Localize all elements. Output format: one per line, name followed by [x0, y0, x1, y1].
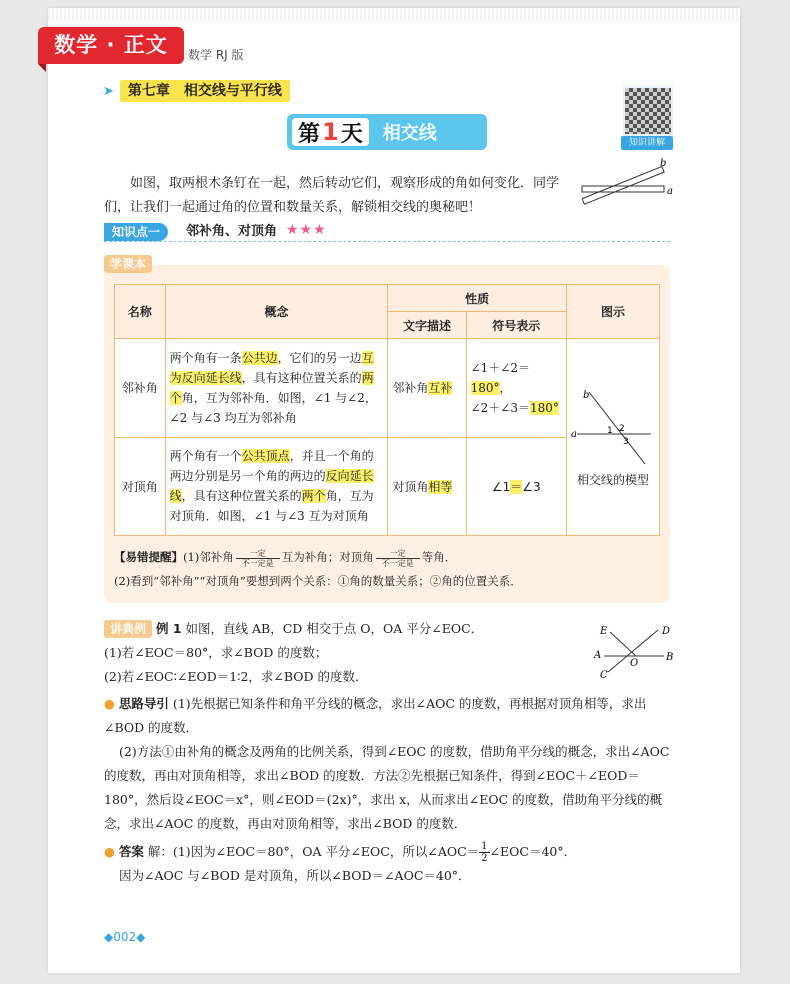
top-stripe — [48, 8, 740, 22]
row-desc: 邻补角互补 — [388, 339, 466, 438]
guide-p1: ● 思路导引 (1)先根据已知条件和角平分线的概念，求出∠AOC 的度数，再根据对顶角相等，求出∠BOD 的度数． — [104, 696, 647, 735]
subject-tab: 数学 · 正文 — [38, 27, 184, 64]
tips-line-2: (2)看到“邻补角”“对顶角”要想到两个关系：①角的数量关系；②角的位置关系． — [114, 574, 522, 588]
error-tips — [114, 545, 660, 593]
diamond-icon: ◆ — [136, 930, 146, 944]
tips-label: 【易错提醒】 — [114, 550, 183, 564]
answer-label: 答案 — [118, 844, 144, 859]
fraction: $\frac{1}{2}$ — [481, 841, 488, 864]
intro-fig-label-a: a — [667, 186, 673, 197]
guide-label: 思路导引 — [118, 696, 169, 711]
knowledge-point-tag: 知识点一 — [104, 223, 168, 241]
answer-p1: ● 答案 解：(1)因为∠EOC＝80°，OA 平分∠EOC，所以∠AOC＝ $\frac{1}{2}$ ∠EOC＝40°． — [104, 841, 577, 864]
qr-label: 知识讲解 — [621, 136, 673, 150]
chevron-right-icon: ➤ — [103, 83, 114, 99]
tips-line-1: 【易错提醒】(1)邻补角 $\frac{\text{一定}}{\text{不一定是}}$ 互为补角；对顶角 $\frac{\text{一定}}{\text{不一定是}}$ 等角． — [114, 548, 457, 568]
intro-paragraph: 如图，取两根木条钉在一起，然后转动它们，观察形成的角如何变化．同学们，让我们一起通过角的位置和数量关系，解锁相交线的奥秘吧！ — [104, 176, 560, 215]
example-tag: 讲典例 — [104, 620, 152, 638]
table-row — [115, 339, 660, 438]
row-name: 邻补角 — [115, 339, 166, 438]
svg-text:2: 2 — [618, 424, 625, 434]
solution-block — [104, 692, 676, 888]
guide-p2: (2)方法①由补角的概念及两角的比例关系，得到∠EOC 的度数，借助角平分线的概念，求出∠AOC 的度数，再由对顶角相等，求出∠BOD 的度数．方法②先根据已知条件，得到∠EOC＋∠EOD＝180°，然后设∠EOC＝x°，则∠EOD＝(2x)°，求出 x，从而求出∠EOC 的度数，借助角平分线的概念，求出∠AOC 的度数，再由对顶角相等，求出∠BOD 的度数． — [104, 744, 670, 831]
book-version: 数学 RJ 版 — [188, 48, 244, 62]
day-number-box — [292, 118, 369, 146]
day-prefix: 第 — [298, 121, 321, 147]
svg-text:C: C — [600, 670, 608, 680]
th-symbol: 符号表示 — [466, 312, 566, 339]
svg-text:O: O — [630, 658, 639, 669]
knowledge-point-title: 邻补角、对顶角 — [186, 224, 278, 239]
th-figure: 图示 — [566, 285, 659, 339]
th-property: 性质 — [388, 285, 567, 312]
svg-text:b: b — [582, 390, 590, 401]
page-number: ◆002◆ — [104, 930, 146, 944]
day-banner — [287, 114, 487, 150]
day-suffix: 天 — [340, 121, 363, 147]
intro-fig-label-b: b — [660, 158, 667, 169]
svg-text:A: A — [594, 650, 602, 661]
bullet-icon: ● — [104, 844, 115, 859]
svg-text:E: E — [600, 626, 608, 637]
row-symbol: ∠1＋∠2＝180°， ∠2＋∠3＝180° — [466, 339, 566, 438]
example-q1: (1)若∠EOC＝80°，求∠BOD 的度数； — [104, 645, 328, 660]
condition-arrow: $\frac{\text{一定}}{\text{不一定是}}$ — [236, 549, 280, 568]
example-stem: 如图，直线 AB，CD 相交于点 O，OA 平分∠EOC． — [185, 621, 484, 636]
day-title: 相交线 — [382, 123, 437, 144]
svg-text:B: B — [666, 652, 674, 663]
th-concept: 概念 — [165, 285, 388, 339]
example-figure — [592, 622, 676, 680]
diamond-icon: ◆ — [104, 930, 114, 944]
intersecting-lines-figure — [571, 386, 655, 466]
star-rating-icon: ★★★ — [286, 222, 327, 238]
example-title: 例 1 — [156, 621, 182, 636]
svg-text:a: a — [570, 429, 577, 440]
svg-text:3: 3 — [622, 437, 629, 447]
row-desc: 对顶角相等 — [388, 437, 466, 536]
row-name: 对顶角 — [115, 437, 166, 536]
row-concept: 两个角有一个公共顶点，并且一个角的两边分别是另一个角的两边的反向延长线，具有这种位置关系的两个角，互为对顶角．如图，∠1 与∠3 互为对顶角 — [165, 437, 388, 536]
chapter-heading — [103, 80, 290, 102]
chapter-title: 第七章 相交线与平行线 — [120, 80, 290, 102]
intro-figure — [578, 158, 676, 222]
figure-caption: 相交线的模型 — [576, 473, 649, 487]
day-number: 1 — [322, 118, 339, 146]
answer-p2: 因为∠AOC 与∠BOD 是对顶角，所以∠BOD＝∠AOC＝40°． — [119, 868, 471, 883]
th-name: 名称 — [115, 285, 166, 339]
example-q2: (2)若∠EOC∶∠EOD＝1∶2，求∠BOD 的度数． — [104, 669, 368, 684]
knowledge-table — [114, 284, 660, 536]
svg-text:1: 1 — [606, 426, 613, 436]
qr-code-icon[interactable] — [623, 86, 673, 136]
example-block — [104, 617, 584, 689]
condition-arrow: $\frac{\text{一定}}{\text{不一定是}}$ — [376, 549, 420, 568]
row-symbol: ∠1＝∠3 — [466, 437, 566, 536]
bullet-icon: ● — [104, 696, 115, 711]
row-concept: 两个角有一条公共边，它们的另一边互为反向延长线，具有这种位置关系的两个角，互为邻补角．如图，∠1 与∠2，∠2 与∠3 均互为邻补角 — [165, 339, 388, 438]
knowledge-point-header — [104, 223, 670, 242]
th-text-desc: 文字描述 — [388, 312, 466, 339]
example-stem-line — [104, 617, 584, 641]
row-figure — [566, 339, 659, 536]
svg-text:D: D — [662, 626, 671, 637]
study-tag: 学课本 — [104, 255, 152, 273]
